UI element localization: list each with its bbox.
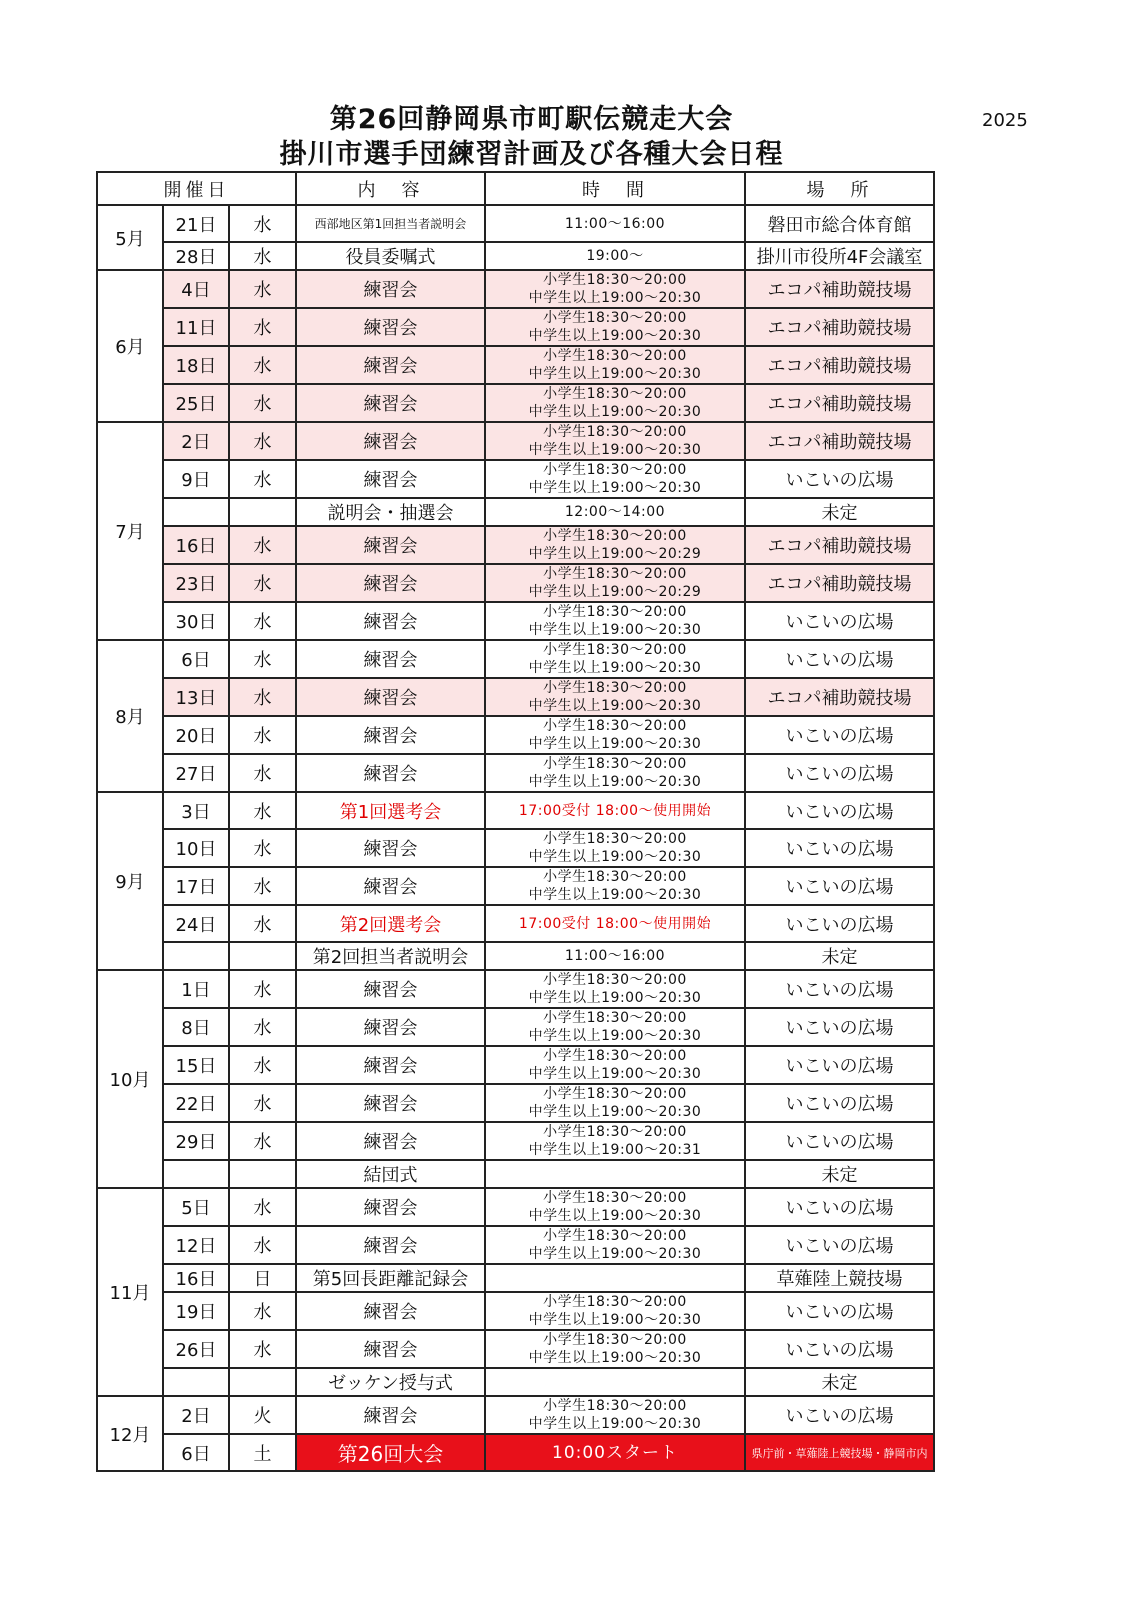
time-line: 中学生以上19:00～20:30	[528, 404, 702, 420]
year-label: 2025	[982, 110, 1028, 131]
header-place: 場 所	[745, 172, 934, 205]
content-cell: 練習会	[296, 602, 485, 640]
day-cell: 22日	[163, 1084, 229, 1122]
place-cell: いこいの広場	[745, 867, 934, 905]
weekday-cell: 水	[229, 1188, 296, 1226]
time-line: 小学生18:30～20:00	[543, 680, 687, 696]
day-cell: 5日	[163, 1188, 229, 1226]
day-cell: 9日	[163, 460, 229, 498]
table-row	[97, 242, 934, 270]
content-cell: 練習会	[296, 270, 485, 308]
table-row	[97, 308, 934, 346]
content-cell: 練習会	[296, 1188, 485, 1226]
time-line: 小学生18:30～20:00	[543, 756, 687, 772]
time-line: 小学生18:30～20:00	[543, 1294, 687, 1310]
table-row	[97, 678, 934, 716]
time-cell	[485, 498, 745, 526]
content-cell: 第2回担当者説明会	[296, 942, 485, 970]
table-row	[97, 1160, 934, 1188]
time-line: 中学生以上19:00～20:30	[528, 736, 702, 752]
header-row	[97, 172, 934, 205]
content-cell: 練習会	[296, 346, 485, 384]
time-line: 小学生18:30～20:00	[543, 310, 687, 326]
time-line: 小学生18:30～20:00	[543, 424, 687, 440]
time-line: 中学生以上19:00～20:30	[528, 366, 702, 382]
time-line: 中学生以上19:00～20:30	[528, 1208, 702, 1224]
table-row	[97, 829, 934, 867]
time-cell	[485, 678, 745, 716]
time-cell	[485, 526, 745, 564]
day-cell: 16日	[163, 526, 229, 564]
table-row	[97, 1084, 934, 1122]
content-cell: 練習会	[296, 716, 485, 754]
content-cell: 第26回大会	[296, 1434, 485, 1471]
content-cell: 練習会	[296, 678, 485, 716]
time-line: 17:00受付 18:00～使用開始	[518, 915, 712, 932]
weekday-cell: 日	[229, 1264, 296, 1292]
time-line: 中学生以上19:00～20:30	[528, 442, 702, 458]
content-cell: 結団式	[296, 1160, 485, 1188]
weekday-cell	[229, 1368, 296, 1396]
time-line: 中学生以上19:00～20:30	[528, 1350, 702, 1366]
day-cell: 19日	[163, 1292, 229, 1330]
day-cell: 27日	[163, 754, 229, 792]
content-cell: 練習会	[296, 526, 485, 564]
weekday-cell: 水	[229, 526, 296, 564]
content-cell: 練習会	[296, 754, 485, 792]
place-cell: エコパ補助競技場	[745, 422, 934, 460]
day-cell: 10日	[163, 829, 229, 867]
weekday-cell: 水	[229, 346, 296, 384]
table-row	[97, 905, 934, 942]
time-cell	[485, 1292, 745, 1330]
place-cell: いこいの広場	[745, 1046, 934, 1084]
weekday-cell: 水	[229, 384, 296, 422]
place-cell: エコパ補助競技場	[745, 270, 934, 308]
day-cell: 2日	[163, 1396, 229, 1434]
content-cell: 練習会	[296, 460, 485, 498]
time-line: 中学生以上19:00～20:30	[528, 1246, 702, 1262]
content-cell: 練習会	[296, 1122, 485, 1160]
weekday-cell	[229, 498, 296, 526]
place-cell: いこいの広場	[745, 1008, 934, 1046]
weekday-cell: 水	[229, 970, 296, 1008]
time-cell	[485, 242, 745, 270]
time-cell	[485, 1434, 745, 1471]
place-cell: いこいの広場	[745, 754, 934, 792]
table-row	[97, 1368, 934, 1396]
weekday-cell: 水	[229, 792, 296, 829]
place-cell: 未定	[745, 1160, 934, 1188]
day-cell: 20日	[163, 716, 229, 754]
time-cell	[485, 942, 745, 970]
table-row	[97, 970, 934, 1008]
place-cell: いこいの広場	[745, 1188, 934, 1226]
table-row	[97, 564, 934, 602]
place-cell: いこいの広場	[745, 1292, 934, 1330]
time-cell	[485, 564, 745, 602]
time-cell	[485, 792, 745, 829]
table-row	[97, 867, 934, 905]
place-cell: いこいの広場	[745, 640, 934, 678]
table-row	[97, 460, 934, 498]
content-cell: 説明会・抽選会	[296, 498, 485, 526]
time-line: 中学生以上19:00～20:30	[528, 290, 702, 306]
content-cell: 練習会	[296, 970, 485, 1008]
day-cell: 6日	[163, 640, 229, 678]
place-cell: 掛川市役所4F会議室	[745, 242, 934, 270]
month-cell: 7月	[97, 422, 163, 640]
day-cell: 21日	[163, 205, 229, 242]
day-cell: 12日	[163, 1226, 229, 1264]
table-row	[97, 1188, 934, 1226]
day-cell: 28日	[163, 242, 229, 270]
table-row	[97, 384, 934, 422]
day-cell: 2日	[163, 422, 229, 460]
table-row	[97, 792, 934, 829]
time-line: 中学生以上19:00～20:30	[528, 990, 702, 1006]
content-cell: 第2回選考会	[296, 905, 485, 942]
day-cell: 29日	[163, 1122, 229, 1160]
time-line: 中学生以上19:00～20:30	[528, 1066, 702, 1082]
content-cell: 練習会	[296, 384, 485, 422]
time-cell	[485, 1226, 745, 1264]
day-cell	[163, 1368, 229, 1396]
weekday-cell: 水	[229, 602, 296, 640]
time-cell	[485, 867, 745, 905]
time-cell	[485, 970, 745, 1008]
day-cell: 17日	[163, 867, 229, 905]
place-cell: いこいの広場	[745, 1084, 934, 1122]
content-cell: 西部地区第1回担当者説明会	[296, 205, 485, 242]
day-cell: 8日	[163, 1008, 229, 1046]
place-cell: 未定	[745, 942, 934, 970]
weekday-cell: 土	[229, 1434, 296, 1471]
content-cell: 練習会	[296, 829, 485, 867]
time-line: 小学生18:30～20:00	[543, 348, 687, 364]
month-cell: 6月	[97, 270, 163, 422]
content-cell: 練習会	[296, 640, 485, 678]
time-line: 小学生18:30～20:00	[543, 831, 687, 847]
time-line: 小学生18:30～20:00	[543, 972, 687, 988]
time-line: 11:00～16:00	[564, 215, 666, 232]
table-row	[97, 422, 934, 460]
time-line: 中学生以上19:00～20:30	[528, 660, 702, 676]
time-cell	[485, 1160, 745, 1188]
time-cell	[485, 384, 745, 422]
place-cell: エコパ補助競技場	[745, 526, 934, 564]
time-line: 19:00～	[586, 248, 644, 264]
place-cell: いこいの広場	[745, 1122, 934, 1160]
content-cell: 練習会	[296, 1008, 485, 1046]
month-cell: 10月	[97, 970, 163, 1188]
time-line: 中学生以上19:00～20:30	[528, 1104, 702, 1120]
weekday-cell: 水	[229, 1330, 296, 1368]
place-cell: いこいの広場	[745, 1396, 934, 1434]
time-cell	[485, 460, 745, 498]
table-row	[97, 716, 934, 754]
time-cell	[485, 602, 745, 640]
time-cell	[485, 754, 745, 792]
time-line: 小学生18:30～20:00	[543, 604, 687, 620]
weekday-cell: 水	[229, 1122, 296, 1160]
place-cell: いこいの広場	[745, 970, 934, 1008]
time-line: 小学生18:30～20:00	[543, 869, 687, 885]
time-cell	[485, 716, 745, 754]
time-line: 中学生以上19:00～20:31	[528, 1142, 702, 1158]
time-line: 小学生18:30～20:00	[543, 1190, 687, 1206]
time-line: 小学生18:30～20:00	[543, 1124, 687, 1140]
time-line: 11:00～16:00	[564, 948, 666, 964]
time-line: 小学生18:30～20:00	[543, 1398, 687, 1414]
table-row	[97, 1226, 934, 1264]
month-cell: 8月	[97, 640, 163, 792]
table-row	[97, 270, 934, 308]
time-line: 中学生以上19:00～20:30	[528, 698, 702, 714]
weekday-cell: 水	[229, 754, 296, 792]
time-line: 中学生以上19:00～20:30	[528, 1028, 702, 1044]
day-cell: 3日	[163, 792, 229, 829]
table-row	[97, 754, 934, 792]
content-cell: 練習会	[296, 1046, 485, 1084]
table-row	[97, 1434, 934, 1471]
table-row	[97, 1122, 934, 1160]
place-cell: エコパ補助競技場	[745, 678, 934, 716]
time-cell	[485, 346, 745, 384]
header-content: 内 容	[296, 172, 485, 205]
day-cell: 4日	[163, 270, 229, 308]
time-cell	[485, 1122, 745, 1160]
time-line: 小学生18:30～20:00	[543, 272, 687, 288]
weekday-cell: 水	[229, 829, 296, 867]
content-cell: 練習会	[296, 308, 485, 346]
header-date: 開催日	[97, 172, 296, 205]
day-cell: 15日	[163, 1046, 229, 1084]
header-time: 時 間	[485, 172, 745, 205]
time-line: 小学生18:30～20:00	[543, 1228, 687, 1244]
content-cell: 練習会	[296, 422, 485, 460]
day-cell	[163, 498, 229, 526]
time-cell	[485, 1396, 745, 1434]
time-line: 小学生18:30～20:00	[543, 386, 687, 402]
table-row	[97, 1046, 934, 1084]
time-cell	[485, 1188, 745, 1226]
table-row	[97, 602, 934, 640]
table-row	[97, 640, 934, 678]
time-line: 小学生18:30～20:00	[543, 528, 687, 544]
place-cell: いこいの広場	[745, 792, 934, 829]
schedule-table	[96, 171, 935, 1472]
weekday-cell: 火	[229, 1396, 296, 1434]
time-line: 中学生以上19:00～20:29	[528, 584, 702, 600]
time-line: 小学生18:30～20:00	[543, 1086, 687, 1102]
time-line: 中学生以上19:00～20:30	[528, 480, 702, 496]
month-cell: 11月	[97, 1188, 163, 1396]
weekday-cell: 水	[229, 867, 296, 905]
day-cell: 18日	[163, 346, 229, 384]
weekday-cell: 水	[229, 905, 296, 942]
time-cell	[485, 1264, 745, 1292]
time-cell	[485, 640, 745, 678]
day-cell: 1日	[163, 970, 229, 1008]
time-line: 小学生18:30～20:00	[543, 1010, 687, 1026]
place-cell: エコパ補助競技場	[745, 308, 934, 346]
time-line: 小学生18:30～20:00	[543, 1332, 687, 1348]
weekday-cell	[229, 942, 296, 970]
day-cell: 6日	[163, 1434, 229, 1471]
day-cell: 13日	[163, 678, 229, 716]
content-cell: 練習会	[296, 1226, 485, 1264]
day-cell: 11日	[163, 308, 229, 346]
place-cell: エコパ補助競技場	[745, 384, 934, 422]
table-row	[97, 1264, 934, 1292]
time-line: 12:00～14:00	[564, 504, 666, 520]
table-row	[97, 205, 934, 242]
place-cell: いこいの広場	[745, 905, 934, 942]
time-line: 小学生18:30～20:00	[543, 1048, 687, 1064]
place-cell: エコパ補助競技場	[745, 564, 934, 602]
content-cell: 練習会	[296, 1330, 485, 1368]
table-row	[97, 1292, 934, 1330]
time-line: 17:00受付 18:00～使用開始	[518, 802, 712, 819]
weekday-cell: 水	[229, 422, 296, 460]
place-cell: 未定	[745, 1368, 934, 1396]
table-row	[97, 526, 934, 564]
time-line: 小学生18:30～20:00	[543, 718, 687, 734]
day-cell: 25日	[163, 384, 229, 422]
time-cell	[485, 1008, 745, 1046]
document-title-line1: 第26回静岡県市町駅伝競走大会	[329, 104, 734, 135]
month-cell: 12月	[97, 1396, 163, 1471]
weekday-cell: 水	[229, 1008, 296, 1046]
time-line: 中学生以上19:00～20:30	[528, 1312, 702, 1328]
time-line: 中学生以上19:00～20:30	[528, 328, 702, 344]
time-line: 中学生以上19:00～20:30	[528, 1416, 702, 1432]
content-cell: 役員委嘱式	[296, 242, 485, 270]
time-line: 中学生以上19:00～20:29	[528, 546, 702, 562]
place-cell: エコパ補助競技場	[745, 346, 934, 384]
weekday-cell: 水	[229, 270, 296, 308]
weekday-cell: 水	[229, 564, 296, 602]
time-line: 中学生以上19:00～20:30	[528, 887, 702, 903]
time-cell	[485, 829, 745, 867]
day-cell	[163, 942, 229, 970]
table-row	[97, 1008, 934, 1046]
time-cell	[485, 1084, 745, 1122]
place-cell: 磐田市総合体育館	[745, 205, 934, 242]
table-row	[97, 498, 934, 526]
time-line: 小学生18:30～20:00	[543, 566, 687, 582]
weekday-cell: 水	[229, 640, 296, 678]
content-cell: 練習会	[296, 564, 485, 602]
weekday-cell: 水	[229, 1084, 296, 1122]
place-cell: 未定	[745, 498, 934, 526]
time-cell	[485, 205, 745, 242]
month-cell: 5月	[97, 205, 163, 270]
place-cell: いこいの広場	[745, 716, 934, 754]
place-cell: 草薙陸上競技場	[745, 1264, 934, 1292]
day-cell: 23日	[163, 564, 229, 602]
month-cell: 9月	[97, 792, 163, 970]
weekday-cell: 水	[229, 716, 296, 754]
place-cell: いこいの広場	[745, 1226, 934, 1264]
time-line: 小学生18:30～20:00	[543, 462, 687, 478]
time-line: 小学生18:30～20:00	[543, 642, 687, 658]
day-cell: 30日	[163, 602, 229, 640]
content-cell: 練習会	[296, 1396, 485, 1434]
time-cell	[485, 422, 745, 460]
table-row	[97, 1396, 934, 1434]
weekday-cell: 水	[229, 1046, 296, 1084]
table-row	[97, 346, 934, 384]
content-cell: 練習会	[296, 1084, 485, 1122]
document-title-line2: 掛川市選手団練習計画及び各種大会日程	[279, 139, 784, 170]
weekday-cell: 水	[229, 205, 296, 242]
time-cell	[485, 905, 745, 942]
time-line: 中学生以上19:00～20:30	[528, 774, 702, 790]
place-cell: いこいの広場	[745, 1330, 934, 1368]
place-cell: 県庁前・草薙陸上競技場・静岡市内	[745, 1434, 934, 1471]
content-cell: 第5回長距離記録会	[296, 1264, 485, 1292]
day-cell: 24日	[163, 905, 229, 942]
table-row	[97, 942, 934, 970]
weekday-cell: 水	[229, 1292, 296, 1330]
time-cell	[485, 308, 745, 346]
table-row	[97, 1330, 934, 1368]
weekday-cell: 水	[229, 242, 296, 270]
place-cell: いこいの広場	[745, 460, 934, 498]
day-cell: 16日	[163, 1264, 229, 1292]
time-cell	[485, 270, 745, 308]
time-line: 中学生以上19:00～20:30	[528, 849, 702, 865]
day-cell	[163, 1160, 229, 1188]
weekday-cell: 水	[229, 460, 296, 498]
day-cell: 26日	[163, 1330, 229, 1368]
time-line: 10:00スタート	[552, 1442, 678, 1463]
weekday-cell	[229, 1160, 296, 1188]
weekday-cell: 水	[229, 1226, 296, 1264]
content-cell: 練習会	[296, 1292, 485, 1330]
time-line: 中学生以上19:00～20:30	[528, 622, 702, 638]
place-cell: いこいの広場	[745, 602, 934, 640]
content-cell: 練習会	[296, 867, 485, 905]
content-cell: ゼッケン授与式	[296, 1368, 485, 1396]
time-cell	[485, 1368, 745, 1396]
weekday-cell: 水	[229, 308, 296, 346]
content-cell: 第1回選考会	[296, 792, 485, 829]
place-cell: いこいの広場	[745, 829, 934, 867]
weekday-cell: 水	[229, 678, 296, 716]
time-cell	[485, 1330, 745, 1368]
time-cell	[485, 1046, 745, 1084]
